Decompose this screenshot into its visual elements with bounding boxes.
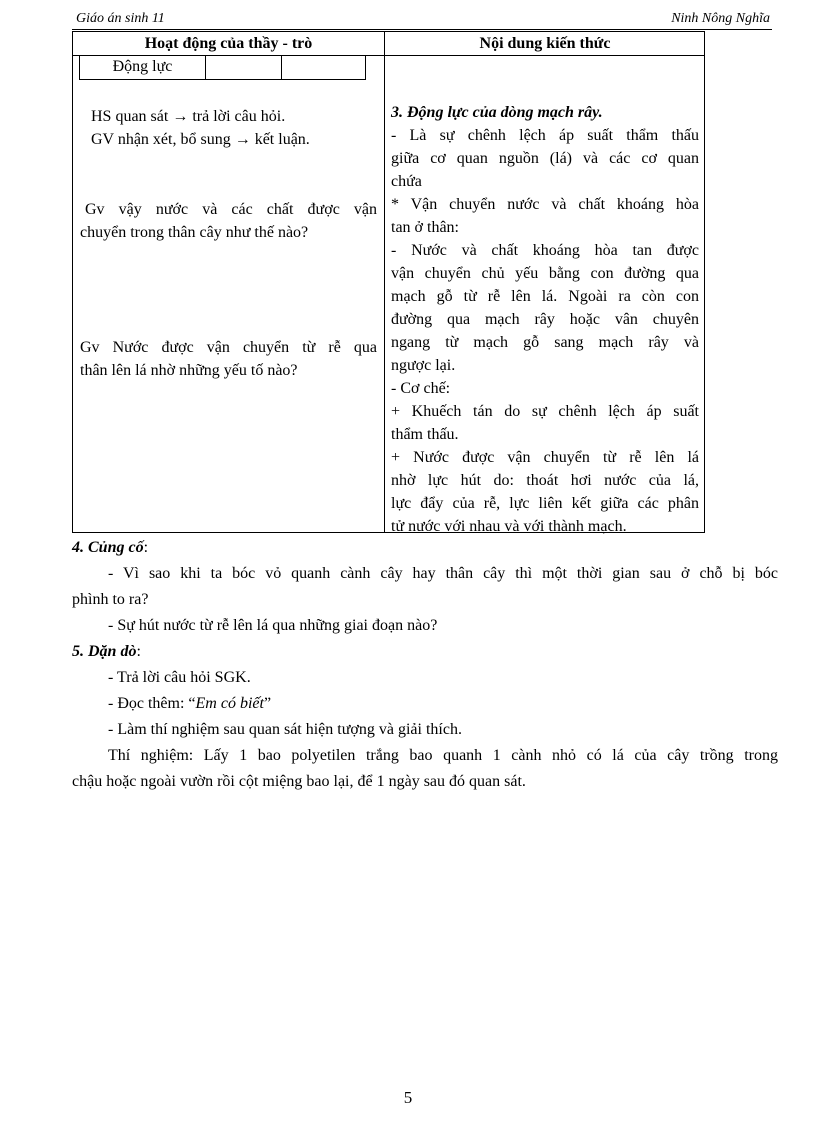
left-p1-line1: HS quan sát → trả lời câu hỏi.: [91, 108, 286, 125]
content-line: + Nước được vận chuyển từ rễ lên lá: [391, 449, 699, 466]
left-p1-line2: GV nhận xét, bổ sung → kết luận.: [91, 131, 310, 148]
content-line: thẩm thấu.: [391, 426, 459, 443]
content-line: - Là sự chênh lệch áp suất thẩm thấu: [391, 127, 699, 144]
content-line: đường qua mạch rây hoặc vân chuyên: [391, 311, 699, 328]
content-line: chứa: [391, 173, 422, 190]
section4-q1-line2: phình to ra?: [72, 591, 149, 608]
content-line: mạch gỗ từ rễ lên lá. Ngoài ra còn con: [391, 288, 699, 305]
header-right-text: Ninh Nông Nghĩa: [671, 11, 770, 26]
section4-heading: 4. Củng cố: [72, 539, 144, 556]
content-line: giữa cơ quan nguồn (lá) và các cơ quan: [391, 150, 699, 167]
content-line: tan ở thân:: [391, 219, 459, 236]
section5-item3: - Làm thí nghiệm sau quan sát hiện tượng và giải thích.: [108, 721, 462, 738]
left-p3-line2: thân lên lá nhờ những yếu tố nào?: [80, 362, 298, 379]
section5-colon: :: [136, 643, 141, 660]
content-line: - Nước và chất khoáng hòa tan được: [391, 242, 699, 259]
content-line: vận chuyển chủ yếu bằng con đường qua: [391, 265, 699, 282]
section5-heading-line: [72, 639, 778, 665]
section4-q2: - Sự hút nước từ rễ lên lá qua những giai đoạn nào?: [108, 617, 438, 634]
content-line: ngang từ mạch gỗ sang mạch rây và: [391, 334, 699, 351]
table-header-activities: Hoạt động của thầy - trò: [144, 35, 313, 52]
inner-row-label: Động lực: [80, 56, 206, 79]
inner-row-empty-cell: [206, 56, 282, 79]
content-line: lực đẩy của rễ, lực liên kết giữa các phân: [391, 495, 699, 512]
left-p2-line2: chuyển trong thân cây như thế nào?: [80, 224, 309, 241]
lesson-body: [72, 535, 778, 795]
section4-colon: :: [143, 539, 149, 556]
section5-item2-italic: Em có biết: [195, 695, 264, 712]
content-line: tử nước với nhau và với thành mạch.: [391, 518, 627, 535]
content-line: + Khuếch tán do sự chênh lệch áp suất: [391, 403, 699, 420]
section5-item2-prefix: - Đọc thêm: “: [108, 695, 196, 712]
lesson-table: [72, 31, 705, 533]
header-left-text: Giáo án sinh 11: [76, 11, 165, 26]
section5-item4-line1: Thí nghiệm: Lấy 1 bao polyetilen trắng bao quanh 1 cành nhỏ có lá của cây trồng trong: [108, 747, 778, 764]
section5-item2-suffix: ”: [263, 695, 272, 712]
page-number: 5: [403, 1088, 413, 1107]
content-column: [391, 101, 699, 538]
content-line: nhờ lực hút do: thoát hơi nước của lá,: [391, 472, 699, 489]
content-line: ngược lại.: [391, 357, 456, 374]
section5-item4-line2: chậu hoặc ngoài vườn rồi cột miệng bao lại, để 1 ngày sau đó quan sát.: [72, 773, 526, 790]
inner-row-dong-luc: [79, 56, 366, 80]
section4-q1-line1: - Vì sao khi ta bóc vỏ quanh cành cây hay thân cây thì một thời gian sau ở chỗ bị bóc: [108, 565, 778, 582]
section5-heading: 5. Dặn dò: [72, 643, 137, 660]
table-header-content: Nội dung kiến thức: [479, 35, 611, 52]
section4-heading-line: [72, 535, 778, 561]
section5-item2: [72, 691, 778, 717]
header-rule: [72, 29, 772, 30]
left-p3-line1: Gv Nước được vận chuyển từ rễ qua: [80, 339, 377, 356]
content-line: - Cơ chế:: [391, 380, 451, 397]
section5-item1: - Trả lời câu hỏi SGK.: [108, 669, 251, 686]
content-section-title: 3. Động lực của dòng mạch rây.: [391, 104, 603, 121]
left-p2-line1: Gv vậy nước và các chất được vận: [85, 201, 377, 218]
content-line: * Vận chuyển nước và chất khoáng hòa: [391, 196, 699, 213]
